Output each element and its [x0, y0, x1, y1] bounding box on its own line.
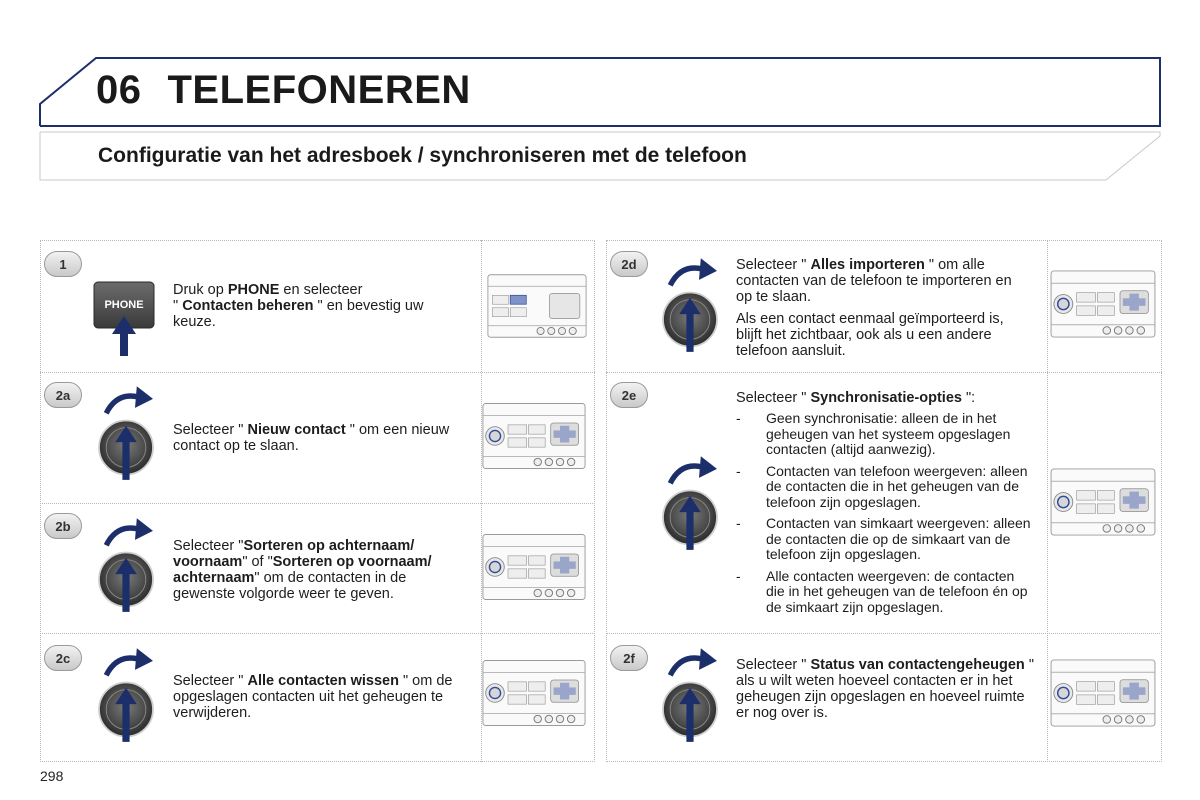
list-item: - Contacten van simkaart weergeven: alleen de contacten die op de simkaart van de telefoon zijn opgeslagen.	[736, 516, 1036, 563]
page-number: 298	[40, 768, 64, 784]
list-item: - Alle contacten weergeven: de contacten die in het geheugen van de telefoon én op de simkaart zijn opgeslagen.	[736, 569, 1036, 616]
step-2e-text: Selecteer " Synchronisatie-opties ":	[736, 390, 976, 406]
list-item: - Geen synchronisatie: alleen de in het geheugen van het systeem opgeslagen contacten (altijd aanwezig).	[736, 411, 1036, 458]
step-2a-text: Selecteer " Nieuw contact " om een nieuw contact op te slaan.	[173, 422, 450, 454]
step-badge-2b: 2b	[44, 513, 82, 539]
radio-panel-illustration	[1048, 659, 1158, 727]
step-2f-text: Selecteer " Status van contactengeheugen " als u wilt weten hoeveel contacten er in het geheugen zijn opgeslagen en hoeveel ruimte er nog over is.	[736, 657, 1034, 721]
rotary-knob-icon	[90, 516, 162, 616]
sync-options-list	[736, 411, 1036, 621]
section-title: Configuratie van het adresboek / synchroniseren met de telefoon	[98, 144, 747, 167]
chapter-name: TELEFONEREN	[167, 68, 471, 112]
rotary-knob-icon	[90, 646, 162, 746]
list-item: - Contacten van telefoon weergeven: alleen de contacten die in het geheugen van de telefoon zijn opgeslagen.	[736, 464, 1036, 511]
step-badge-2a: 2a	[44, 382, 82, 408]
radio-panel-illustration	[1048, 468, 1158, 536]
rotary-knob-icon	[654, 454, 726, 554]
step-badge-2e: 2e	[610, 382, 648, 408]
step-2b-text: Selecteer "Sorteren op achternaam/ voornaam" of "Sorteren op voornaam/ achternaam" om de contacten in de gewenste volgorde weer te geven.	[173, 538, 432, 602]
chapter-number: 06	[96, 68, 142, 112]
rotary-knob-icon	[654, 646, 726, 746]
step-2d-text: Selecteer " Alles importeren " om alle contacten van de telefoon te importeren en op te slaan. Als een contact eenmaal geïmporteerd is, blijft het zichtbaar, ook als u een andere telefoon aansluit.	[736, 257, 1012, 359]
radio-panel-illustration	[1048, 270, 1158, 338]
step-badge-2f: 2f	[610, 645, 648, 671]
phone-key-icon	[92, 280, 156, 358]
step-badge-2c: 2c	[44, 645, 82, 671]
step-badge-1: 1	[44, 251, 82, 277]
rotary-knob-icon	[654, 256, 726, 356]
step-badge-2d: 2d	[610, 251, 648, 277]
chapter-title	[96, 68, 471, 113]
radio-panel-illustration	[482, 533, 586, 601]
radio-panel-illustration	[482, 402, 586, 470]
radio-panel-illustration	[482, 659, 586, 727]
step-2c-text: Selecteer " Alle contacten wissen " om de opgeslagen contacten uit het geheugen te verwijderen.	[173, 673, 453, 721]
step-1-text: Druk op PHONE en selecteer " Contacten beheren " en bevestig uw keuze.	[173, 282, 424, 330]
phone-key-label: PHONE	[104, 299, 144, 311]
radio-panel-illustration	[487, 270, 587, 342]
rotary-knob-icon	[90, 384, 162, 484]
